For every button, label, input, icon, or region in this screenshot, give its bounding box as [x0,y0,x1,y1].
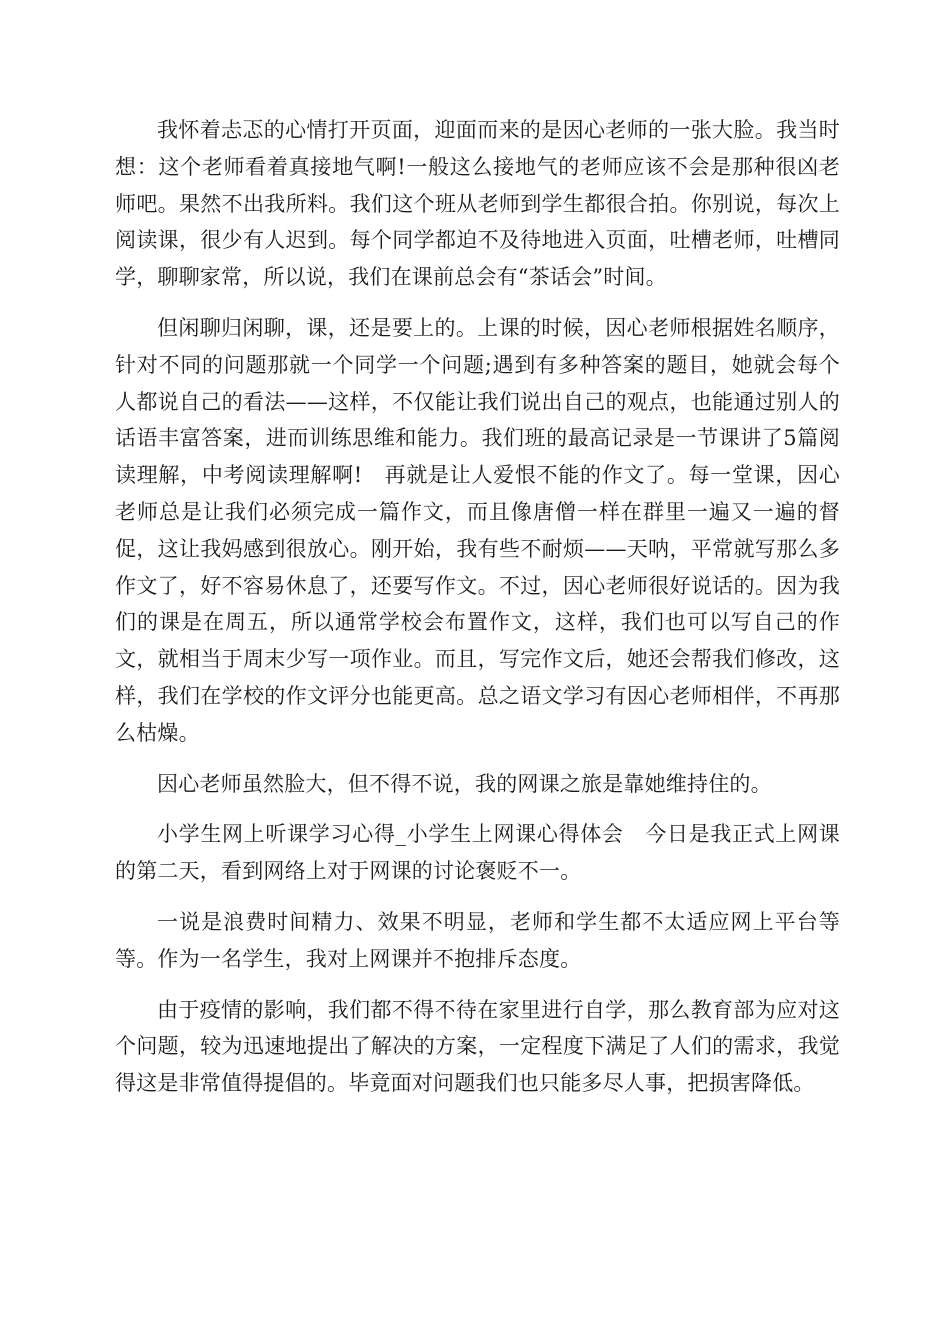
paragraph-2: 但闲聊归闲聊，课，还是要上的。上课的时候，因心老师根据姓名顺序，针对不同的问题那就一个同学一个问题;遇到有多种答案的题目，她就会每个人都说自己的看法——这样，不仅能让我们说出自己的观点，也能通过别人的话语丰富答案，进而训练思维和能力。我们班的最高记录是一节课讲了5篇阅读理解，中考阅读理解啊! 再就是让人爱恨不能的作文了。每一堂课，因心老师总是让我们必须完成一篇作文，而且像唐僧一样在群里一遍又一遍的督促，这让我妈感到很放心。刚开始，我有些不耐烦——天呐，平常就写那么多作文了，好不容易休息了，还要写作文。不过，因心老师很好说话的。因为我们的课是在周五，所以通常学校会布置作文，这样，我们也可以写自己的作文，就相当于周末少写一项作业。而且，写完作文后，她还会帮我们修改，这样，我们在学校的作文评分也能更高。总之语文学习有因心老师相伴，不再那么枯燥。 [115,315,840,745]
paragraph-4: 小学生网上听课学习心得_小学生上网课心得体会 今日是我正式上网课的第二天，看到网络上对于网课的讨论褒贬不一。 [115,822,840,884]
paragraph-5: 一说是浪费时间精力、效果不明显，老师和学生都不太适应网上平台等等。作为一名学生，我对上网课并不抱排斥态度。 [115,909,840,971]
paragraph-6: 由于疫情的影响，我们都不得不待在家里进行自学，那么教育部为应对这个问题，较为迅速地提出了解决的方案，一定程度下满足了人们的需求，我觉得这是非常值得提倡的。毕竟面对问题我们也只能多尽人事，把损害降低。 [115,997,840,1096]
document-page [115,112,840,1116]
paragraph-3: 因心老师虽然脸大，但不得不说，我的网课之旅是靠她维持住的。 [157,771,772,796]
paragraph-1: 我怀着忐忑的心情打开页面，迎面而来的是因心老师的一张大脸。我当时想：这个老师看着真接地气啊!一般这么接地气的老师应该不会是那种很凶老师吧。果然不出我所料。我们这个班从老师到学生都很合拍。你别说，每次上阅读课，很少有人迟到。每个同学都迫不及待地进入页面，吐槽老师，吐槽同学，聊聊家常，所以说，我们在课前总会有“茶话会”时间。 [115,118,840,290]
